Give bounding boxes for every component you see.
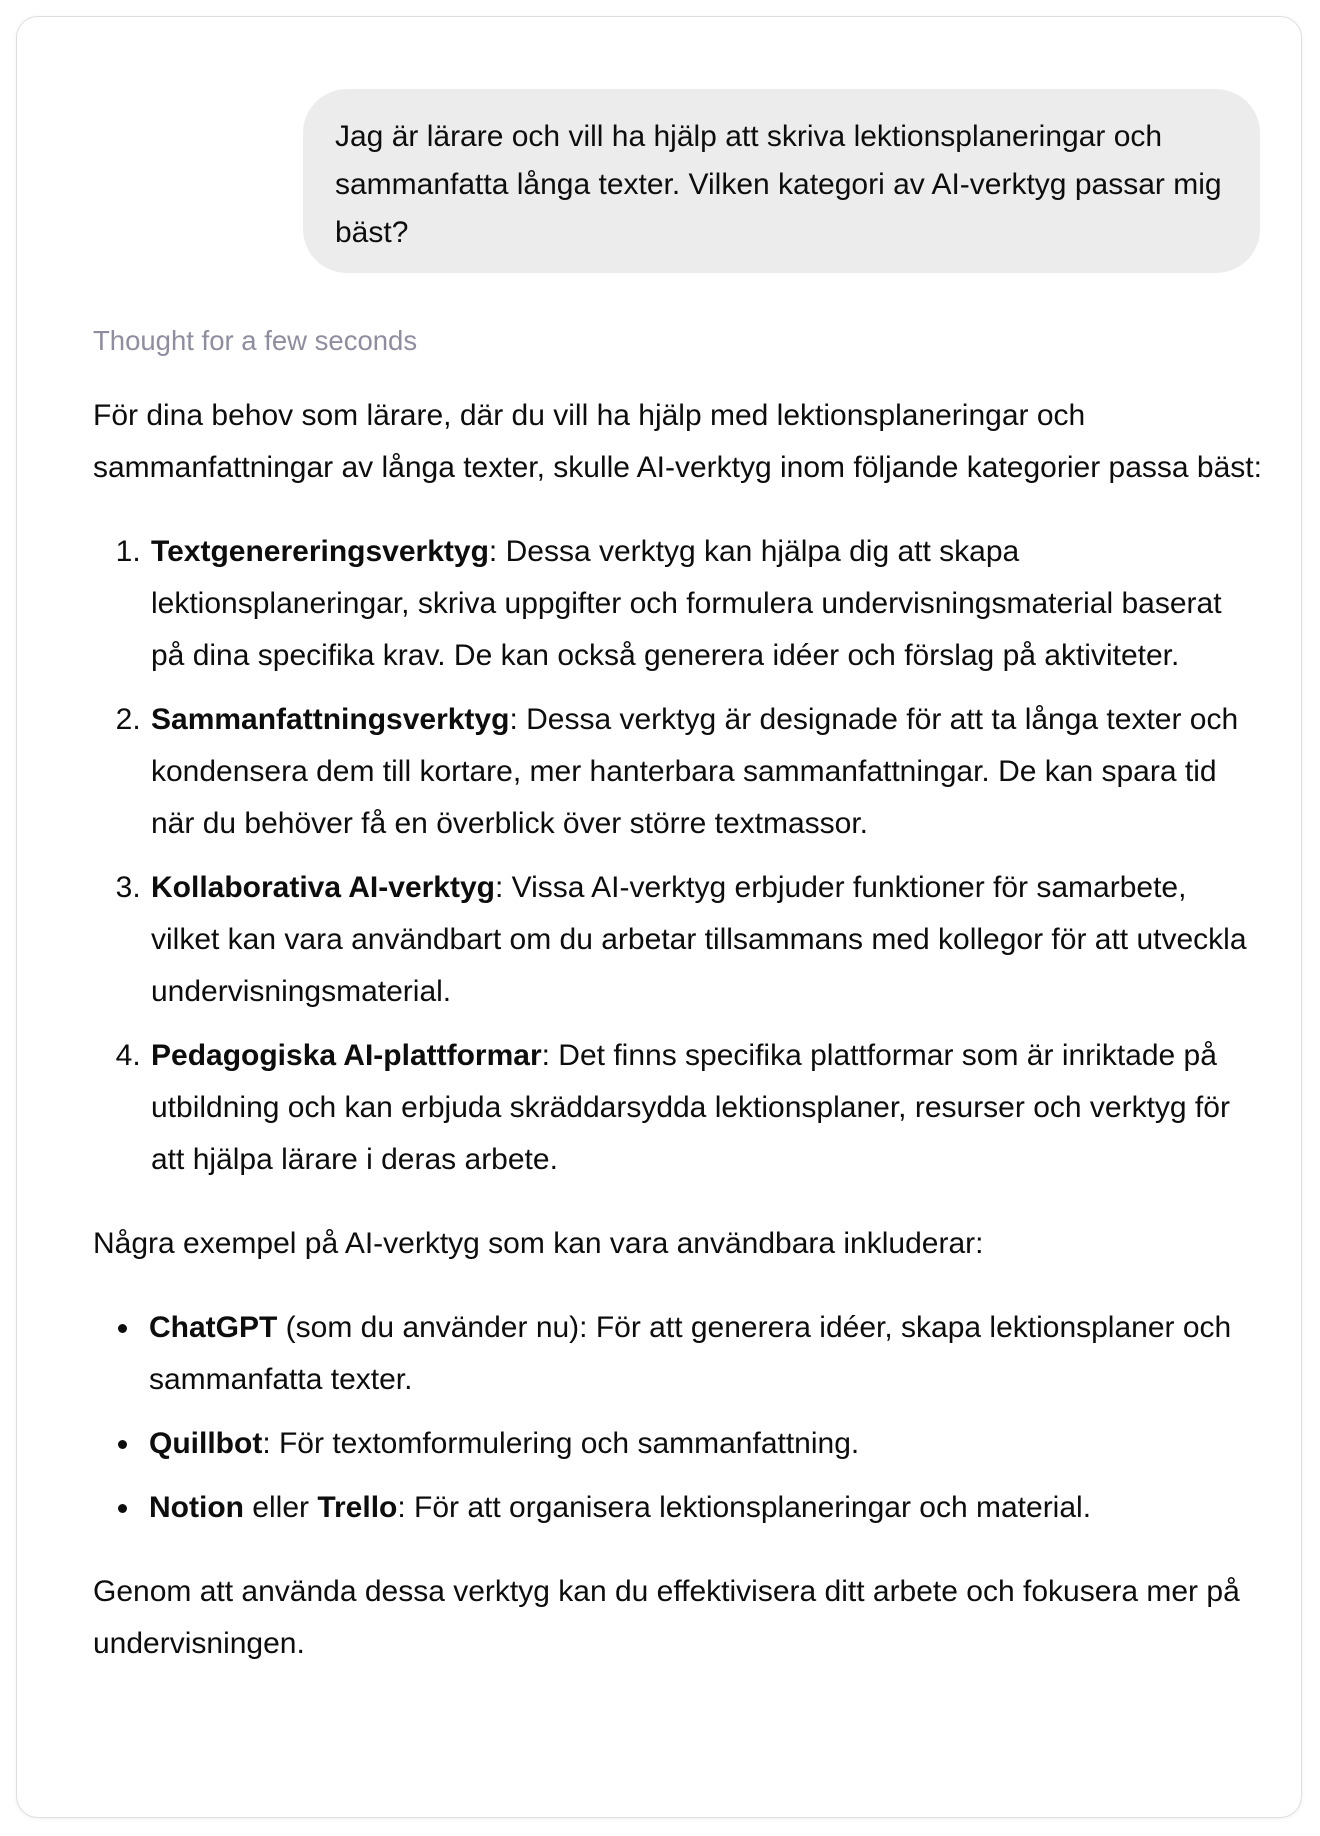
examples-list <box>93 1302 1263 1534</box>
example-item <box>149 1302 1263 1406</box>
category-list <box>93 526 1263 1186</box>
category-item <box>149 862 1263 1018</box>
example-tool-name: ChatGPT <box>149 1311 278 1344</box>
category-item <box>149 1030 1263 1186</box>
category-title: Kollaborativa AI-verktyg <box>151 871 495 904</box>
bullet-icon <box>118 1440 127 1449</box>
response-conclusion: Genom att använda dessa verktyg kan du effektivisera ditt arbete och fokusera mer på undervisningen. <box>93 1575 1240 1660</box>
category-description: : Det finns specifika plattformar som är inriktade på utbildning och kan erbjuda skräddarsydda lektionsplaner, resurser och verktyg för att hjälpa lärare i deras arbete. <box>151 1039 1230 1176</box>
user-message-bubble <box>303 89 1260 273</box>
thought-duration-label[interactable]: Thought for a few seconds <box>93 325 418 356</box>
example-tool-name: Quillbot <box>149 1427 263 1460</box>
assistant-response <box>93 390 1263 1670</box>
response-intro: För dina behov som lärare, där du vill ha hjälp med lektionsplaneringar och sammanfattningar av långa texter, skulle AI-verktyg inom följande kategorier passa bäst: <box>93 399 1262 484</box>
category-item <box>149 694 1263 850</box>
category-title: Textgenereringsverktyg <box>151 535 489 568</box>
category-description: : Dessa verktyg kan hjälpa dig att skapa lektionsplaneringar, skriva uppgifter och formulera undervisningsmaterial baserat på dina specifika krav. De kan också generera idéer och förslag på aktiviteter. <box>151 535 1222 672</box>
bullet-icon <box>118 1324 127 1333</box>
example-description: : För textomformulering och sammanfattning. <box>262 1427 860 1460</box>
example-tool-name: Notion <box>149 1491 244 1524</box>
category-title: Pedagogiska AI-plattformar <box>151 1039 542 1072</box>
example-description: : För att organisera lektionsplaneringar och material. <box>397 1491 1092 1524</box>
category-item <box>149 526 1263 682</box>
examples-intro: Några exempel på AI-verktyg som kan vara användbara inkluderar: <box>93 1227 984 1260</box>
conversation-card <box>16 16 1302 1818</box>
category-title: Sammanfattningsverktyg <box>151 703 510 736</box>
category-description: : Dessa verktyg är designade för att ta långa texter och kondensera dem till kortare, mer hanterbara sammanfattningar. De kan spara tid när du behöver få en överblick över större textmassor. <box>151 703 1239 840</box>
example-description: (som du använder nu): För att generera idéer, skapa lektionsplaner och sammanfatta texter. <box>149 1311 1232 1396</box>
bullet-icon <box>118 1504 127 1513</box>
user-message-text: Jag är lärare och vill ha hjälp att skriva lektionsplaneringar och sammanfatta långa texter. Vilken kategori av AI-verktyg passar mig bäst? <box>335 120 1222 249</box>
example-item <box>149 1418 1263 1470</box>
example-connector: eller <box>243 1491 318 1524</box>
example-tool-name-secondary: Trello <box>317 1491 398 1524</box>
example-item <box>149 1482 1263 1534</box>
category-description: : Vissa AI-verktyg erbjuder funktioner för samarbete, vilket kan vara användbart om du arbetar tillsammans med kollegor för att utveckla undervisningsmaterial. <box>151 871 1247 1008</box>
